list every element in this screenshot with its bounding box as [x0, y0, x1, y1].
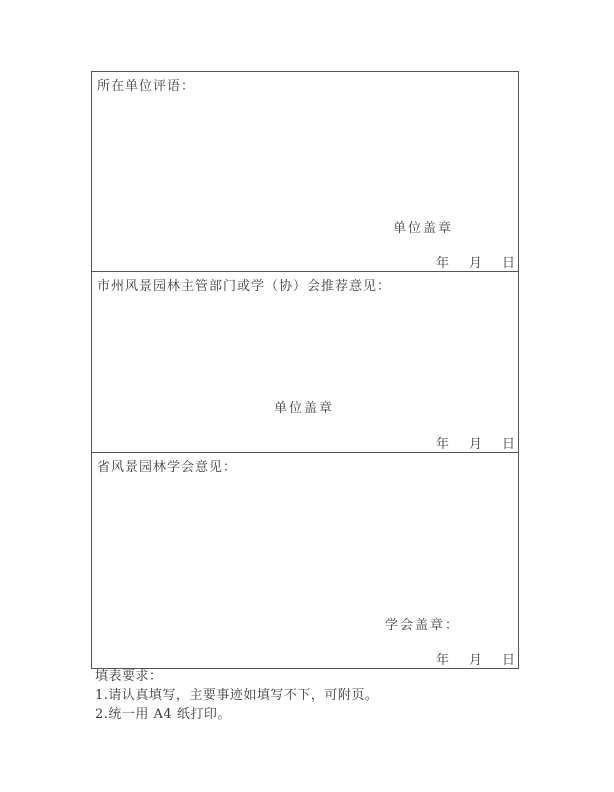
unit-comment-section — [92, 72, 518, 271]
month-label: 月 — [468, 653, 482, 668]
society-opinion-label: 省风景园林学会意见： — [97, 460, 238, 475]
society-seal-label: 学会盖章： — [385, 618, 461, 633]
day-label: 日 — [501, 256, 515, 271]
date-line — [416, 252, 515, 271]
form-table — [91, 71, 519, 669]
note-item: 1.请认真填写，主要事迹如填写不下，可附页。 — [95, 688, 379, 703]
date-line — [416, 649, 515, 668]
unit-comment-label: 所在单位评语： — [97, 79, 196, 94]
recommendation-section — [92, 271, 518, 452]
note-item: 2.统一用 A4 纸打印。 — [95, 707, 231, 722]
filling-notes — [95, 667, 378, 724]
year-label: 年 — [435, 437, 449, 452]
year-label: 年 — [435, 653, 449, 668]
month-label: 月 — [468, 437, 482, 452]
notes-title: 填表要求： — [95, 669, 163, 684]
date-line — [416, 433, 515, 452]
year-label: 年 — [435, 256, 449, 271]
month-label: 月 — [468, 256, 482, 271]
recommendation-label: 市州风景园林主管部门或学（协）会推荐意见： — [97, 279, 392, 294]
unit-seal-label: 单位盖章 — [393, 221, 454, 236]
society-opinion-section — [92, 452, 518, 668]
unit-seal-label: 单位盖章 — [274, 401, 335, 416]
day-label: 日 — [501, 653, 515, 668]
day-label: 日 — [501, 437, 515, 452]
